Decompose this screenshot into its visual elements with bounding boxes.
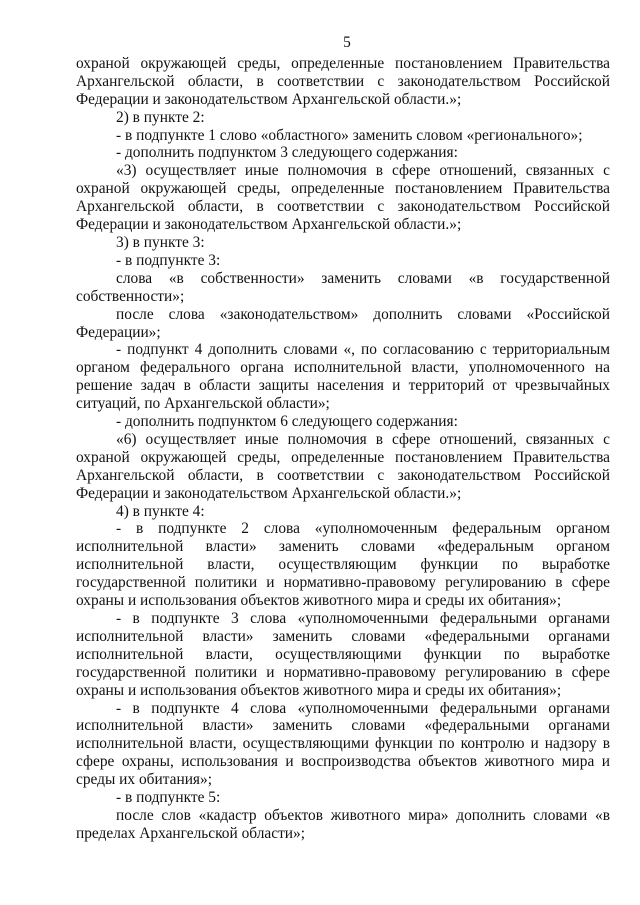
paragraph: после слов «кадастр объектов животного мира» дополнить словами «в пределах Архангельской области»; [76,806,610,842]
paragraph: - дополнить подпунктом 3 следующего содержания: [116,144,458,162]
paragraph: слова «в собственности» заменить словами «в государственной собственности»; [76,269,610,305]
paragraph: после слова «законодательством» дополнить словами «Российской Федерации»; [76,305,610,341]
paragraph: 2) в пункте 2: [116,108,205,126]
page-number: 5 [343,34,351,51]
document-page [76,34,610,843]
paragraph: «6) осуществляет иные полномочия в сфере отношений, связанных с охраной окружающей среды, определенные постановлением Правительства Архангельской области, в соответствии с законодательством Российской Федерации и законодательством Архангельской области.»; [76,430,610,502]
paragraph: - в подпункте 3: [116,251,221,269]
paragraph: - в подпункте 4 слова «уполномоченными федеральными органами исполнительной власти» заменить словами «федеральными органами исполнительной власти, осуществляющими функции по контролю и надзору в сфере охраны, использования и воспроизводства объектов животного мира и среды их обитания»; [76,699,610,789]
paragraph: - в подпункте 1 слово «областного» заменить словом «регионального»; [116,126,583,144]
paragraph: - подпункт 4 дополнить словами «, по согласованию с территориальным органом федерального органа исполнительной власти, уполномоченного на решение задач в области защиты населения и территорий от чрезвычайных ситуаций, по Архангельской области»; [76,341,610,413]
paragraph: «3) осуществляет иные полномочия в сфере отношений, связанных с охраной окружающей среды, определенные постановлением Правительства Архангельской области, в соответствии с законодательством Российской Федерации и законодательством Архангельской области.»; [76,162,610,234]
paragraph: - в подпункте 2 слова «уполномоченным федеральным органом исполнительной власти» заменить словами «федеральным органом исполнительной власти, осуществляющим функции по выработке государственной политики и нормативно-правовому регулированию в сфере охраны и использования объектов животного мира и среды их обитания»; [76,520,610,610]
paragraph: - дополнить подпунктом 6 следующего содержания: [116,413,458,431]
paragraph: охраной окружающей среды, определенные постановлением Правительства Архангельской области, в соответствии с законодательством Российской Федерации и законодательством Архангельской области.»; [76,54,610,108]
paragraph: - в подпункте 5: [116,789,221,807]
paragraph: - в подпункте 3 слова «уполномоченными федеральными органами исполнительной власти» заменить словами «федеральными органами исполнительной власти, осуществляющими функции по выработке государственной политики и нормативно-правовому регулированию в сфере охраны и использования объектов животного мира и среды их обитания»; [76,610,610,699]
document-body [76,55,610,843]
paragraph: 3) в пункте 3: [116,233,205,251]
paragraph: 4) в пункте 4: [116,502,205,520]
